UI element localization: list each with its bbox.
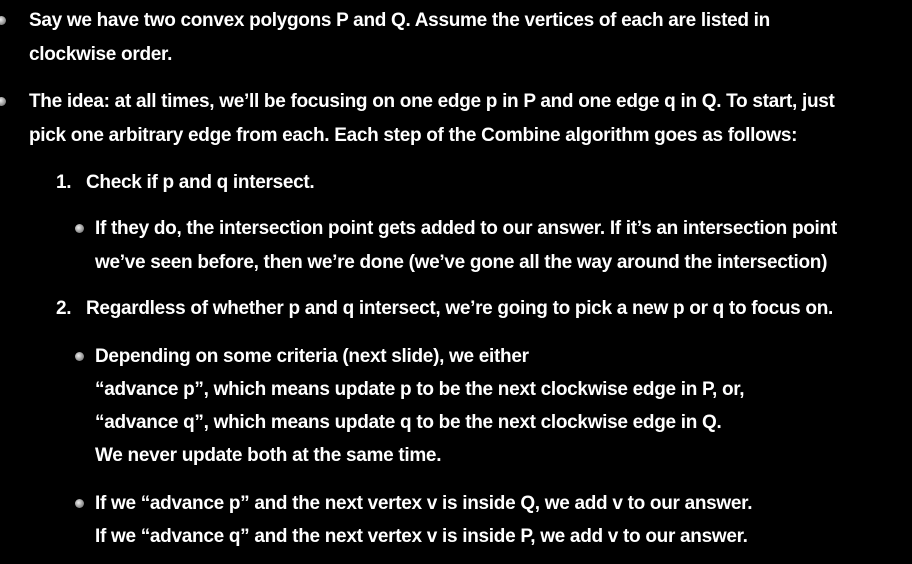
bullet-2-line-1: The idea: at all times, we’ll be focusing on one edge p in P and one edge q in Q. To start, just [29, 91, 835, 112]
step-2-sub-1-line-4: We never update both at the same time. [95, 445, 442, 466]
step-2-sub-2-line-1: If we “advance p” and the next vertex v is inside Q, we add v to our answer. [95, 493, 753, 514]
sub-bullet-icon [75, 224, 84, 233]
step-1-text: Check if p and q intersect. [86, 172, 315, 193]
step-1-sub-line-2: we’ve seen before, then we’re done (we’ve gone all the way around the intersection) [95, 252, 828, 273]
bullet-1-line-2: clockwise order. [29, 44, 173, 65]
step-2-text: Regardless of whether p and q intersect, we’re going to pick a new p or q to focus on. [86, 298, 833, 319]
bullet-icon [0, 97, 6, 106]
bullet-1-line-1: Say we have two convex polygons P and Q. Assume the vertices of each are listed in [29, 10, 770, 31]
step-2-sub-1-line-1: Depending on some criteria (next slide), we either [95, 346, 529, 367]
step-2-number: 2. [56, 298, 72, 319]
step-2-sub-2-line-2: If we “advance q” and the next vertex v is inside P, we add v to our answer. [95, 526, 748, 547]
bullet-2-line-2: pick one arbitrary edge from each. Each step of the Combine algorithm goes as follows: [29, 125, 798, 146]
bullet-icon [0, 16, 6, 25]
sub-bullet-icon [75, 499, 84, 508]
step-1-number: 1. [56, 172, 72, 193]
step-1-sub-line-1: If they do, the intersection point gets added to our answer. If it’s an intersection point [95, 218, 837, 239]
step-2-sub-1-line-2: “advance p”, which means update p to be the next clockwise edge in P, or, [95, 379, 745, 400]
step-2-sub-1-line-3: “advance q”, which means update q to be the next clockwise edge in Q. [95, 412, 722, 433]
sub-bullet-icon [75, 352, 84, 361]
